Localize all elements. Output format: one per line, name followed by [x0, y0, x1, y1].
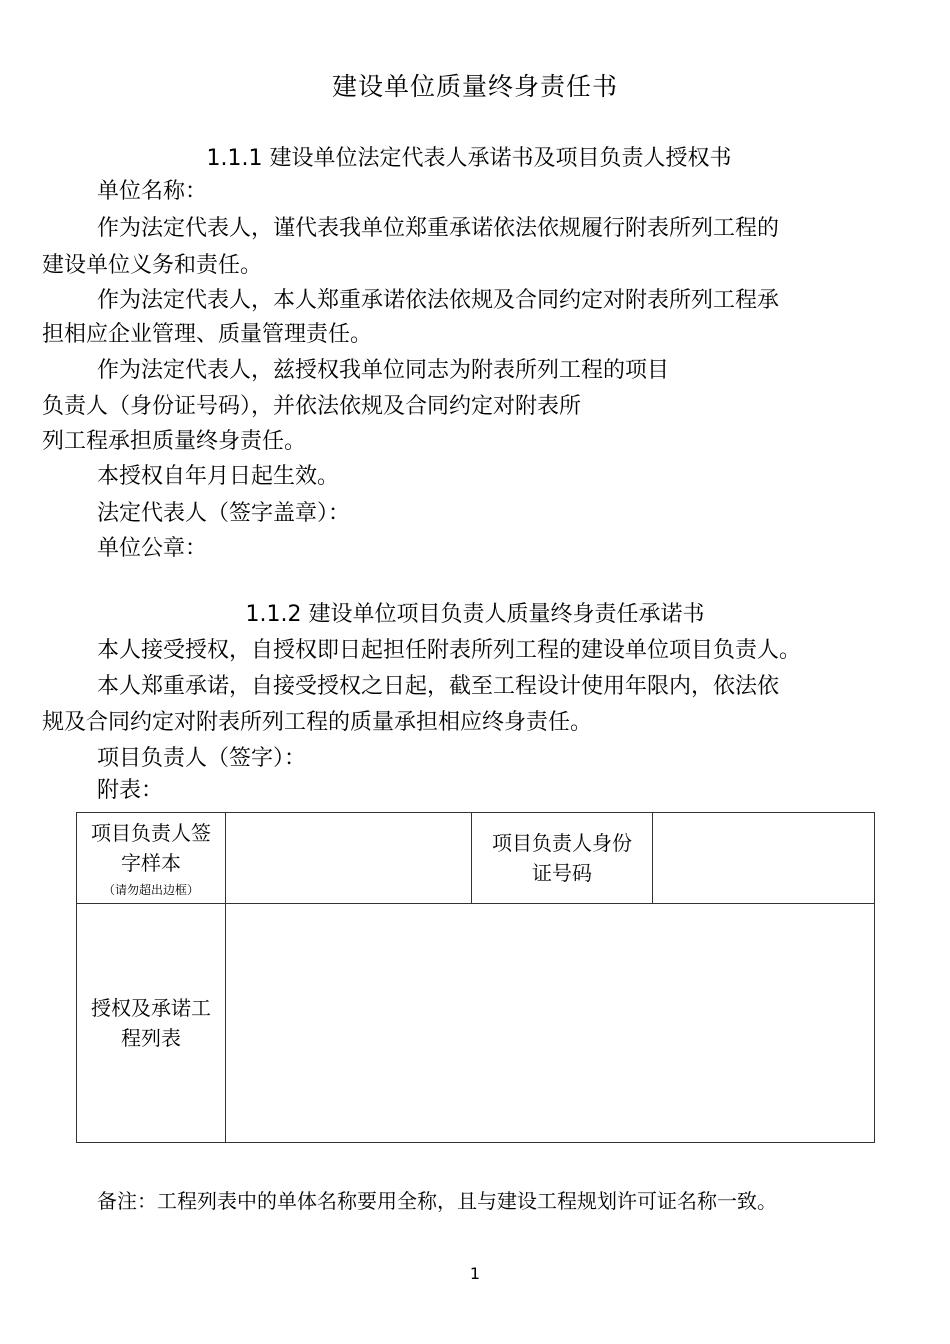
cell-label-line: 字样本 [121, 851, 181, 875]
cell-label-line: 授权及承诺工 [91, 996, 211, 1020]
section1-heading: 1.1.1 建设单位法定代表人承诺书及项目负责人授权书 [206, 146, 732, 171]
cell-label-line: 证号码 [532, 861, 592, 885]
section2-heading: 1.1.2 建设单位项目负责人质量终身责任承诺书 [245, 602, 705, 627]
signature-sample-label [77, 813, 226, 904]
paragraph-text: 列工程承担质量终身责任。 [42, 429, 307, 454]
paragraph-text: 作为法定代表人，本人郑重承诺依法依规及合同约定对附表所列工程承 [97, 288, 780, 313]
id-number-cell[interactable] [653, 813, 875, 904]
project-list-label [77, 904, 226, 1143]
cell-label-line: 程列表 [121, 1026, 181, 1050]
signature-sample-cell[interactable] [226, 813, 472, 904]
remark-note: 备注：工程列表中的单体名称要用全称，且与建设工程规划许可证名称一致。 [97, 1189, 777, 1213]
legal-rep-signature-line: 法定代表人（签字盖章）： [97, 501, 351, 526]
attachment-label: 附表： [97, 778, 164, 803]
cell-label-line: 项目负责人身份 [492, 831, 632, 855]
table-row [77, 813, 875, 904]
attachment-table [76, 812, 875, 1143]
project-list-cell[interactable] [226, 904, 875, 1143]
paragraph-text: 担相应企业管理、质量管理责任。 [42, 322, 373, 347]
signature-border-note: （请勿超出边框） [102, 883, 199, 897]
table-row [77, 904, 875, 1143]
unit-seal-line: 单位公章： [97, 536, 208, 561]
paragraph-text: 本人郑重承诺，自接受授权之日起，截至工程设计使用年限内，依法依 [97, 674, 780, 699]
paragraph-text: 作为法定代表人，兹授权我单位同志为附表所列工程的项目 [97, 358, 670, 383]
paragraph-text: 作为法定代表人，谨代表我单位郑重承诺依法依规履行附表所列工程的 [97, 216, 780, 241]
paragraph-text: 负责人（身份证号码），并依法依规及合同约定对附表所 [42, 394, 582, 419]
paragraph-text: 规及合同约定对附表所列工程的质量承担相应终身责任。 [42, 710, 593, 735]
cell-label-line: 项目负责人签 [91, 821, 211, 845]
id-number-label [472, 813, 653, 904]
pm-signature-line: 项目负责人（签字）： [97, 746, 307, 771]
page-number: 1 [469, 1264, 481, 1283]
document-title: 建设单位质量终身责任书 [331, 72, 618, 101]
effective-date-line: 本授权自年月日起生效。 [97, 464, 340, 489]
paragraph-text: 建设单位义务和责任。 [42, 253, 263, 278]
paragraph-text: 本人接受授权，自授权即日起担任附表所列工程的建设单位项目负责人。 [97, 638, 802, 663]
unit-name-field: 单位名称： [97, 179, 208, 204]
